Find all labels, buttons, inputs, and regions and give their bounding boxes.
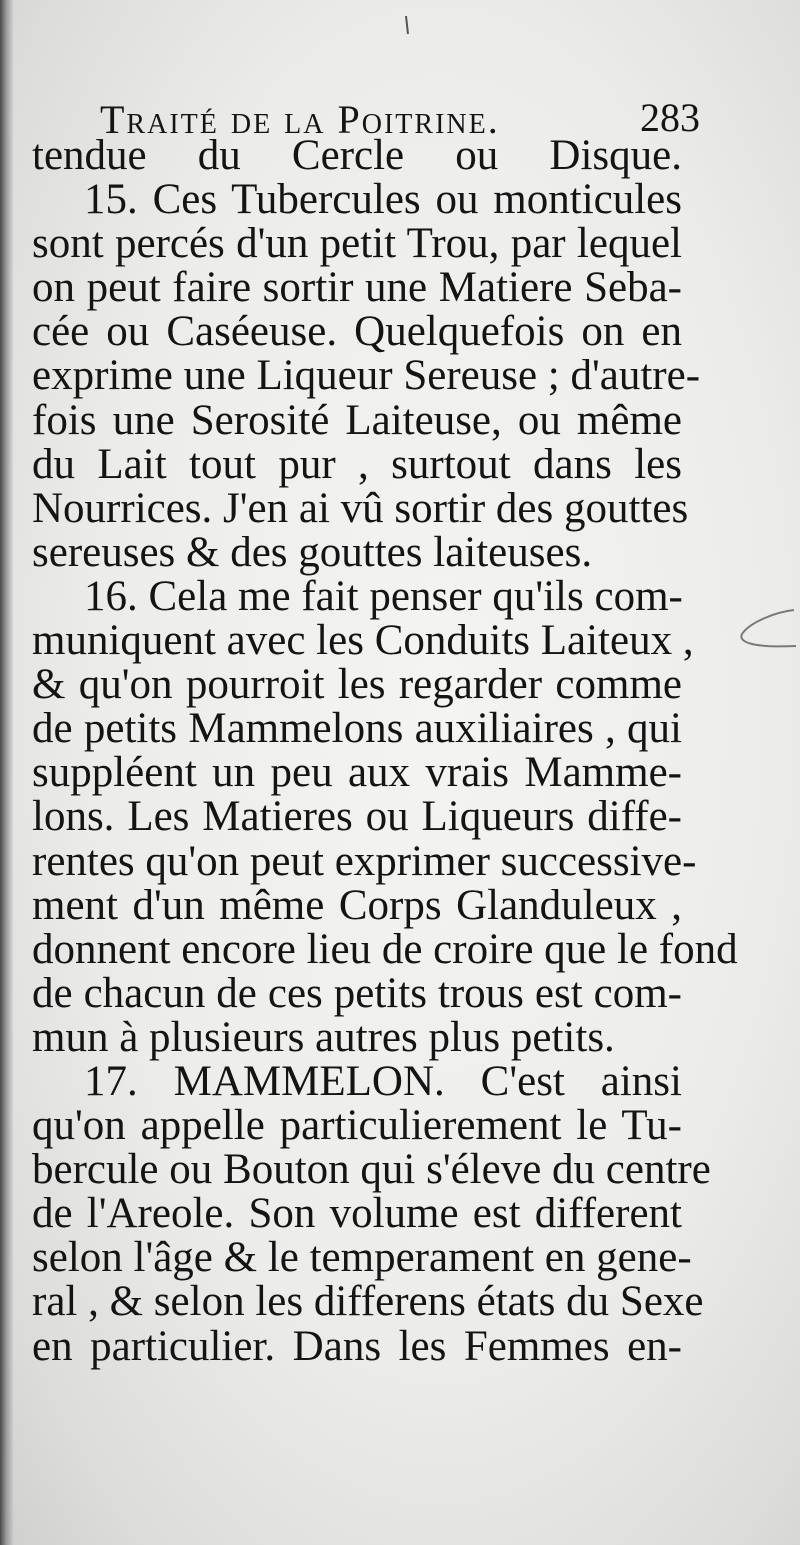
text-line: mun à plusieurs autres plus petits. [32, 1013, 615, 1061]
text-line: du Lait tout pur , surtout dans les [32, 440, 682, 488]
text-line: 15. Ces Tubercules ou monticules [84, 176, 682, 224]
text-line: exprime une Liqueur Sereuse ; d'autre- [32, 352, 701, 400]
text-line: & qu'on pourroit les regarder comme [32, 661, 682, 709]
text-line: en particulier. Dans les Femmes en- [32, 1322, 682, 1370]
text-line: 17. MAMMELON. C'est ainsi [84, 1057, 682, 1105]
text-line: on peut faire sortir une Matiere Seba- [32, 264, 682, 312]
text-line: sont percés d'un petit Trou, par lequel [32, 220, 682, 268]
text-line: de petits Mammelons auxiliaires , qui [32, 705, 682, 753]
text-line: bercule ou Bouton qui s'éleve du centre [32, 1146, 711, 1194]
body-text [32, 132, 738, 1370]
text-line: de chacun de ces petits trous est com- [32, 969, 682, 1017]
text-line: lons. Les Matieres ou Liqueurs diffe- [32, 793, 682, 841]
text-line: Nourrices. J'en ai vû sortir des gouttes [32, 484, 689, 532]
text-line: sereuses & des gouttes laiteuses. [32, 528, 593, 576]
page-number: 283 [640, 95, 700, 140]
text-line: selon l'âge & le temperament en gene- [32, 1234, 692, 1282]
text-line: fois une Serosité Laiteuse, ou même [32, 396, 682, 444]
text-line: muniquent avec les Conduits Laiteux , [32, 617, 694, 665]
text-line: de l'Areole. Son volume est different [32, 1190, 682, 1238]
text-line: rentes qu'on peut exprimer successive- [32, 837, 697, 885]
text-line: 16. Cela me fait penser qu'ils com- [84, 572, 683, 620]
text-line: suppléent un peu aux vrais Mamme- [32, 749, 682, 797]
ink-scratch-mark [396, 14, 416, 38]
text-line: qu'on appelle particulierement le Tu- [32, 1102, 682, 1150]
text-line: ment d'un même Corps Glanduleux , [32, 881, 682, 929]
text-line: ral , & selon les differens états du Sexe [32, 1278, 704, 1326]
margin-pencil-mark [736, 604, 800, 656]
text-line: tendue du Cercle ou Disque. [32, 132, 682, 179]
gutter-shadow [0, 0, 14, 1545]
text-line: donnent encore lieu de croire que le fond [32, 925, 738, 973]
running-title: Traité de la Poitrine. [100, 97, 500, 142]
text-line: cée ou Caséeuse. Quelquefois on en [32, 308, 682, 356]
